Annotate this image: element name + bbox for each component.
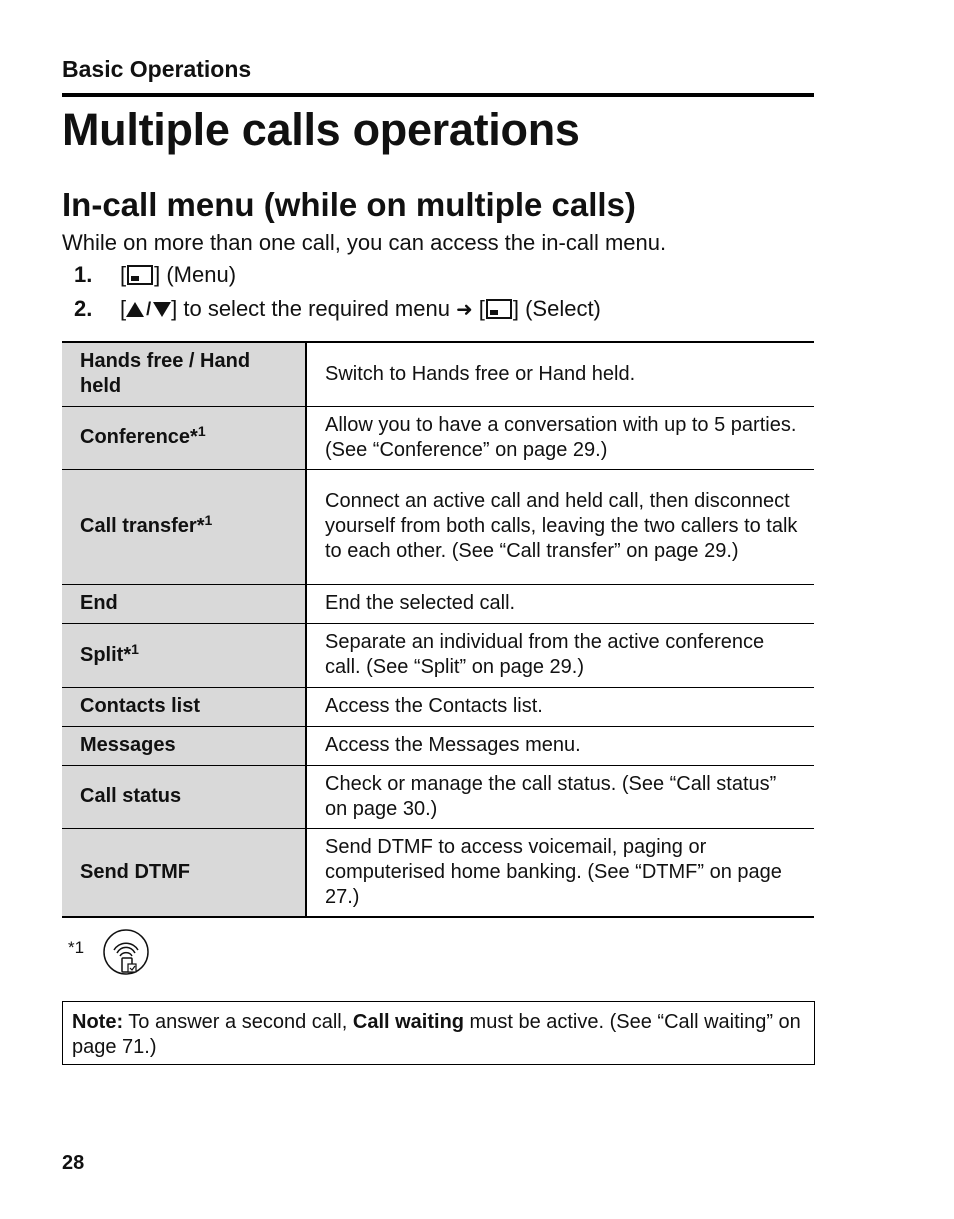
intro-text: While on more than one call, you can access the in-call menu. — [62, 230, 667, 255]
right-arrow-icon: ➜ — [455, 298, 473, 321]
footnote-marker: *1 — [68, 938, 85, 957]
in-call-menu-table — [62, 341, 814, 918]
step-number: 1. — [74, 262, 93, 287]
menu-item-label: Contacts list — [62, 687, 306, 726]
menu-item-label: Call transfer*$^1$ — [62, 469, 306, 584]
note-box: Note: To answer a second call, Call waiting must be active. (See “Call waiting” on page 71.) — [62, 1001, 815, 1065]
step-2 — [74, 296, 601, 322]
softkey-icon — [127, 265, 153, 285]
page-number: 28 — [62, 1152, 85, 1174]
page-title: Multiple calls operations — [62, 104, 580, 155]
table-row — [62, 406, 814, 469]
network-service-icon — [102, 928, 150, 976]
menu-item-description: End the selected call. — [325, 592, 516, 614]
slash-separator-icon: / — [146, 298, 152, 319]
menu-item-description: Check or manage the call status. (See “Call status” on page 30.) — [325, 772, 777, 820]
up-arrow-icon — [126, 302, 144, 317]
table-row — [62, 623, 814, 687]
down-arrow-icon — [153, 302, 171, 317]
step-1 — [74, 262, 236, 288]
table-row — [62, 828, 814, 917]
softkey-icon — [486, 299, 512, 319]
menu-item-description: Send DTMF to access voicemail, paging or computerised home banking. (See “DTMF” on page 27.) — [325, 835, 782, 908]
step-number: 2. — [74, 296, 93, 321]
menu-item-description: Allow you to have a conversation with up to 5 parties. (See “Conference” on page 29.) — [325, 413, 797, 461]
table-row — [62, 469, 814, 584]
section-label: Basic Operations — [62, 56, 252, 82]
table-row — [62, 342, 814, 406]
step-bracket-open: [ — [120, 262, 127, 287]
menu-item-description: Access the Messages menu. — [325, 734, 581, 756]
step-bracket-open: [ — [478, 296, 485, 321]
subsection-title: In-call menu (while on multiple calls) — [62, 186, 636, 223]
header-rule — [62, 93, 814, 97]
menu-item-description: Connect an active call and held call, then disconnect yourself from both calls, leaving the two callers to talk to each other. (See “Call transfer” on page 29.) — [325, 490, 798, 562]
menu-item-label: Call status — [62, 765, 306, 828]
step-text: ] (Select) — [512, 296, 601, 321]
menu-item-label: End — [62, 584, 306, 623]
menu-item-label: Hands free / Hand held — [62, 342, 306, 406]
table-row — [62, 765, 814, 828]
menu-item-description: Switch to Hands free or Hand held. — [325, 362, 636, 385]
menu-item-description: Separate an individual from the active conference call. (See “Split” on page 29.) — [325, 631, 765, 678]
table-row — [62, 584, 814, 623]
menu-item-label: Conference*$^1$ — [62, 406, 306, 469]
step-text: ] (Menu) — [154, 262, 237, 287]
table-row — [62, 726, 814, 765]
menu-item-label: Split*$^1$ — [62, 623, 306, 687]
menu-item-label: Messages — [62, 726, 306, 765]
menu-item-description: Access the Contacts list. — [325, 695, 543, 717]
step-bracket-open: [ — [120, 296, 127, 321]
step-text: ] to select the required menu — [171, 296, 450, 321]
menu-item-label: Send DTMF — [62, 828, 306, 917]
table-row — [62, 687, 814, 726]
